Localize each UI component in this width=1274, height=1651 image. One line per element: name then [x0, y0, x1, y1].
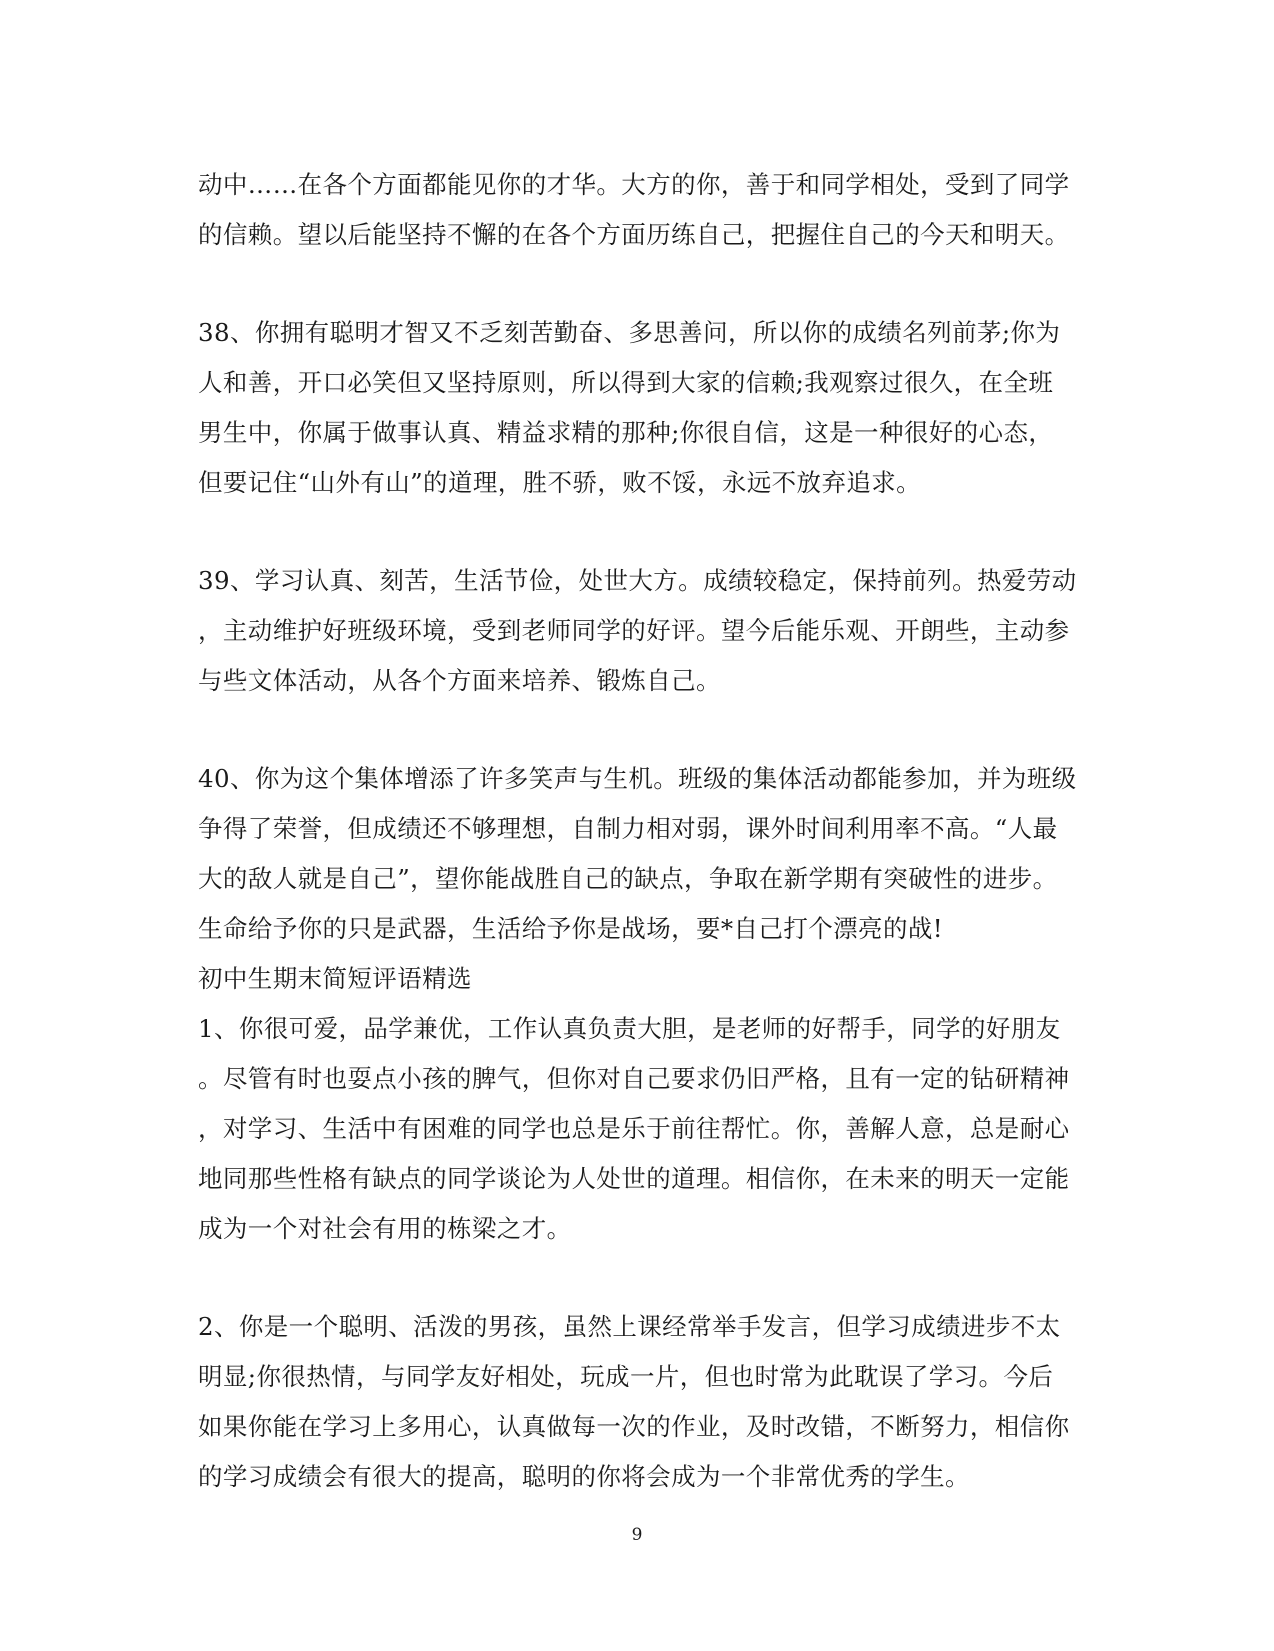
text-line: 的学习成绩会有很大的提高，聪明的你将会成为一个非常优秀的学生。: [198, 1462, 970, 1491]
text-line: 成为一个对社会有用的栋梁之才。: [198, 1214, 572, 1243]
page-number: 9: [631, 1525, 643, 1545]
text-line: ，对学习、生活中有困难的同学也总是乐于前往帮忙。你，善解人意，总是耐心: [198, 1114, 1070, 1143]
text-line: 男生中，你属于做事认真、精益求精的那种;你很自信，这是一种很好的心态，: [198, 418, 1054, 447]
text-line: 争得了荣誉，但成绩还不够理想，自制力相对弱，课外时间利用率不高。“人最: [198, 814, 1058, 843]
text-line: 但要记住“山外有山”的道理，胜不骄，败不馁，永远不放弃追求。: [198, 468, 922, 497]
text-line: 。尽管有时也耍点小孩的脾气，但你对自己要求仍旧严格，且有一定的钻研精神: [198, 1064, 1070, 1093]
text-line: 人和善，开口必笑但又坚持原则，所以得到大家的信赖;我观察过很久，在全班: [198, 368, 1054, 397]
text-line: 与些文体活动，从各个方面来培养、锻炼自己。: [198, 666, 721, 695]
paragraph: [198, 160, 1078, 260]
text-line: 40、你为这个集体增添了许多笑声与生机。班级的集体活动都能参加，并为班级: [198, 764, 1077, 793]
text-line: ，主动维护好班级环境，受到老师同学的好评。望今后能乐观、开朗些，主动参: [198, 616, 1070, 645]
text-line: 大的敌人就是自己”，望你能战胜自己的缺点，争取在新学期有突破性的进步。: [198, 864, 1058, 893]
text-line: 2、你是一个聪明、活泼的男孩，虽然上课经常举手发言，但学习成绩进步不太: [198, 1312, 1061, 1341]
paragraph-38: [198, 308, 1078, 508]
paragraph-39: [198, 556, 1078, 706]
text-line: 明显;你很热情，与同学友好相处，玩成一片，但也时常为此耽误了学习。今后: [198, 1362, 1054, 1391]
paragraph-gap: [198, 706, 1078, 754]
text-line: 地同那些性格有缺点的同学谈论为人处世的道理。相信你，在未来的明天一定能: [198, 1164, 1070, 1193]
text-line: 动中……在各个方面都能见你的才华。大方的你，善于和同学相处，受到了同学: [198, 170, 1070, 199]
text-line: 39、学习认真、刻苦，生活节俭，处世大方。成绩较稳定，保持前列。热爱劳动: [198, 566, 1077, 595]
paragraph-gap: [198, 508, 1078, 556]
text-line: 如果你能在学习上多用心，认真做每一次的作业，及时改错，不断努力，相信你: [198, 1412, 1070, 1441]
text-line: 的信赖。望以后能坚持不懈的在各个方面历练自己，把握住自己的今天和明天。: [198, 220, 1070, 249]
text-line: 1、你很可爱，品学兼优，工作认真负责大胆，是老师的好帮手，同学的好朋友: [198, 1014, 1061, 1043]
text-line: 38、你拥有聪明才智又不乏刻苦勤奋、多思善问，所以你的成绩名列前茅;你为: [198, 318, 1061, 347]
text-line: 生命给予你的只是武器，生活给予你是战场，要*自己打个漂亮的战!: [198, 914, 943, 943]
paragraph-gap: [198, 260, 1078, 308]
paragraph-2: [198, 1302, 1078, 1502]
section-heading: 初中生期末简短评语精选: [198, 964, 472, 993]
paragraph-40: [198, 754, 1078, 1254]
paragraph-gap: [198, 1254, 1078, 1302]
page-body: [198, 160, 1078, 1502]
